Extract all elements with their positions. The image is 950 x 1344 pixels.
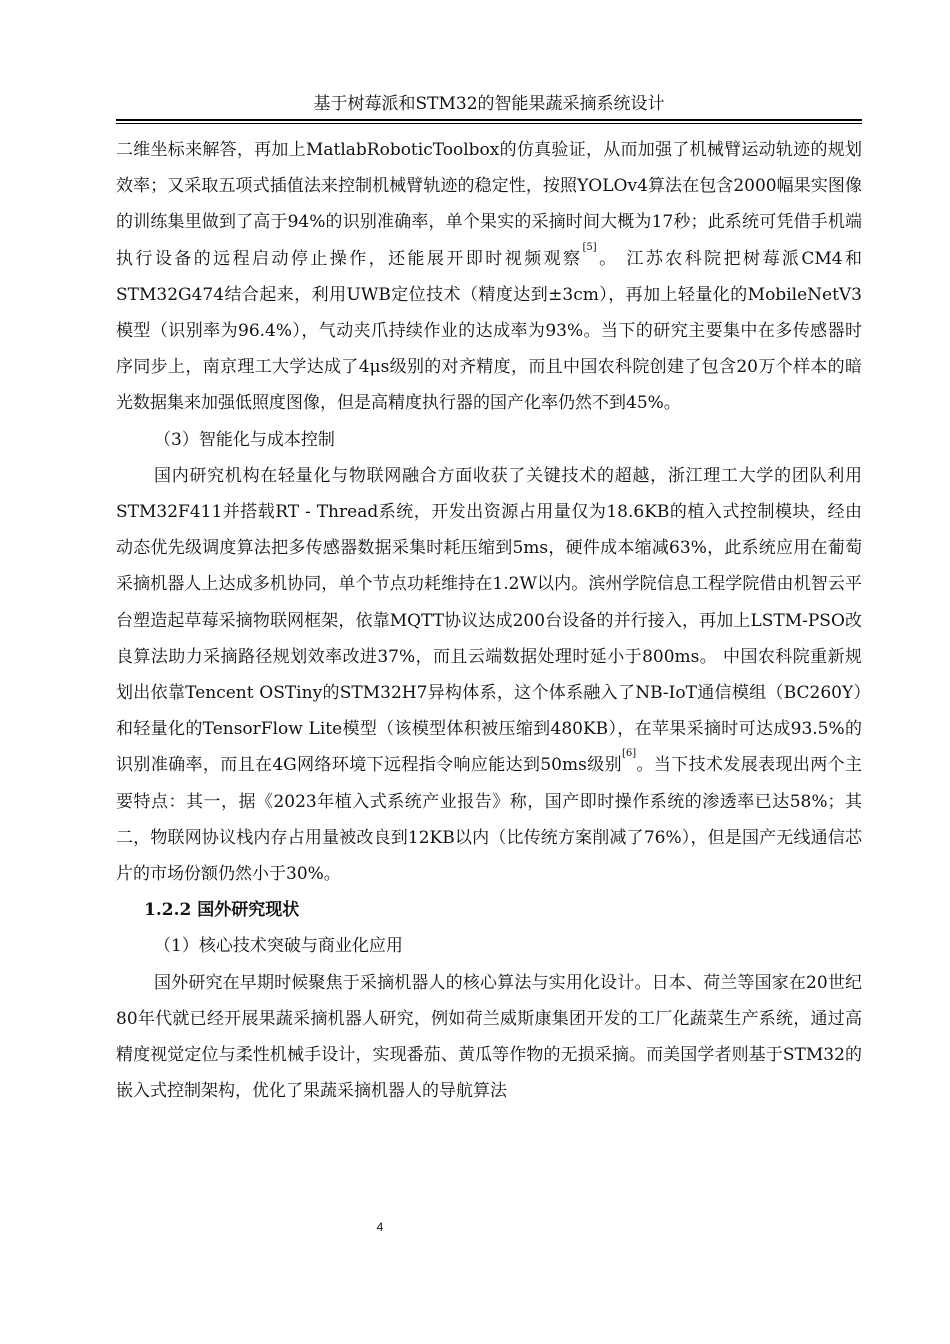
body-text (116, 132, 862, 1109)
subheading-core-tech: （1）核心技术突破与商业化应用 (154, 936, 403, 957)
header-rule-thick (116, 119, 862, 121)
header-rule-thin (116, 123, 862, 124)
paragraph-foreign-research: 国外研究在早期时候聚焦于采摘机器人的核心算法与实用化设计。日本、荷兰等国家在20世纪80年代就已经开展果蔬采摘机器人研究，例如荷兰威斯康集团开发的工厂化蔬菜生产系统，通过高精度视觉定位与柔性机械手设计，实现番茄、黄瓜等作物的无损采摘。而美国学者则基于STM32的嵌入式控制架构，优化了果蔬采摘机器人的导航算法 (116, 972, 862, 1102)
citation-ref: [6] (621, 748, 637, 760)
citation-ref: [5] (582, 241, 597, 253)
paragraph-domestic-iot: 国内研究机构在轻量化与物联网融合方面收获了关键技术的超越，浙江理工大学的团队利用STM32F411并搭载RT - Thread系统，开发出资源占用量仅为18.6KB的植入式控制模块，经由动态优先级调度算法把多传感器数据采集时耗压缩到5ms，硬件成本缩减63%，此系统应用在葡萄采摘机器人上达成多机协同，单个节点功耗维持在1.2W以内。滨州学院信息工程学院借由机智云平台塑造起草莓采摘物联网框架，依靠MQTT协议达成200台设备的并行接入，再加上LSTM-PSO改良算法助力采摘路径规划效率改进37%，而且云端数据处理时延小于800ms。 中国农科院重新规划出依靠Tencent OSTiny的STM32H7异构体系，这个体系融入了NB-IoT通信模组（BC260Y）和轻量化的TensorFlow Lite模型（该模型体积被压缩到480KB），在苹果采摘时可达成93.5%的识别准确率，而且在4G网络环境下远程指令响应能达到50ms级别[6]。当下技术发展表现出两个主要特点：其一，据《2023年植入式系统产业报告》称，国产即时操作系统的渗透率已达58%；其二，物联网协议栈内存占用量被改良到12KB以内（比传统方案削减了76%），但是国产无线通信芯片的市场份额仍然小于30%。 (116, 465, 862, 885)
subheading-intelligence-cost: （3）智能化与成本控制 (154, 429, 335, 450)
running-header: 基于树莓派和STM32的智能果蔬采摘系统设计 (313, 94, 665, 114)
section-heading-1-2-2: 1.2.2 国外研究现状 (144, 900, 300, 921)
page-number: 4 (376, 1220, 384, 1234)
paragraph-continued: 二维坐标来解答，再加上MatlabRoboticToolbox的仿真验证，从而加强了机械臂运动轨迹的规划效率；又采取五项式插值法来控制机械臂轨迹的稳定性，按照YOLOv4算法在包含2000幅果实图像的训练集里做到了高于94%的识别准确率，单个果实的采摘时间大概为17秒；此系统可凭借手机端执行设备的远程启动停止操作，还能展开即时视频观察[5]。 江苏农科院把树莓派CM4和STM32G474结合起来，利用UWB定位技术（精度达到±3cm），再加上轻量化的MobileNetV3模型（识别率为96.4%），气动夹爪持续作业的达成率为93%。当下的研究主要集中在多传感器时序同步上，南京理工大学达成了4μs级别的对齐精度，而且中国农科院创建了包含20万个样本的暗光数据集来加强低照度图像，但是高精度执行器的国产化率仍然不到45%。 (116, 140, 862, 414)
